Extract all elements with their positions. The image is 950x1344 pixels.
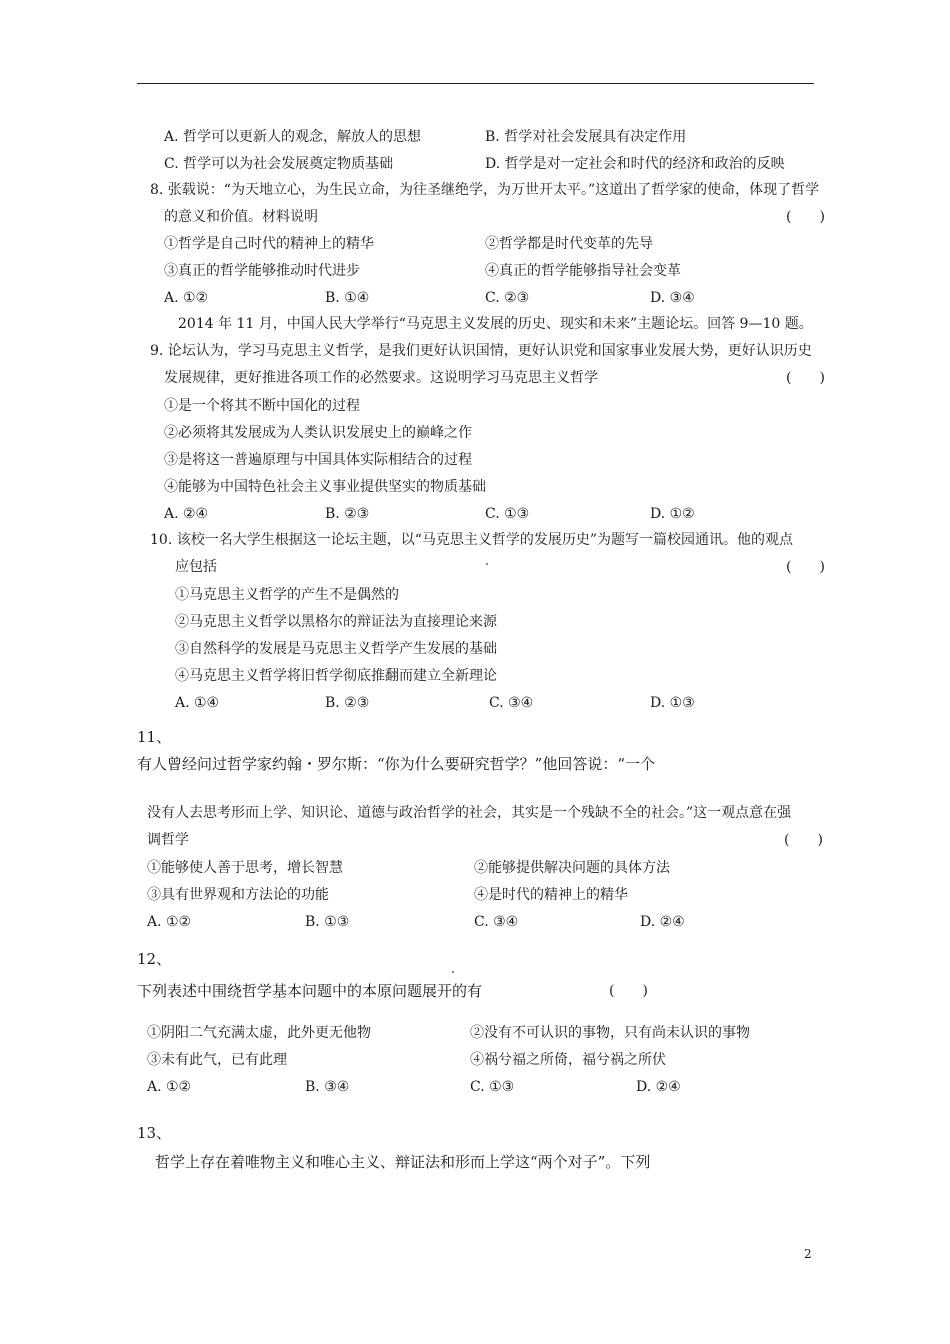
q10-answer-paren: ( ) [786,559,825,575]
q13-number: 13、 [137,1124,172,1142]
q12-number: 12、 [137,950,172,968]
q11-option-c: C. ③④ [474,914,519,930]
q11-item-1: ①能够使人善于思考，增长智慧 [147,860,343,876]
material-9-10: 2014 年 11 月，中国人民大学举行“马克思主义发展的历史、现实和未来”主题论坛。回答 9—10 题。 [178,316,813,332]
q11-option-b: B. ①③ [305,914,350,930]
q11-stem-line2: 没有人去思考形而上学、知识论、道德与政治哲学的社会，其实是一个残缺不全的社会。”这一观点意在强 [147,805,792,821]
q8-option-d: D. ③④ [650,290,695,306]
q8-stem-line1: 8. 张载说：“为天地立心，为生民立命，为往圣继绝学，为万世开太平。”这道出了哲学家的使命，体现了哲学 [150,182,820,198]
q11-stem-line3: 调哲学 [147,832,189,848]
q9-item-4: ④能够为中国特色社会主义事业提供坚实的物质基础 [164,479,486,495]
q12-option-b: B. ③④ [305,1079,350,1095]
q10-item-1: ①马克思主义哲学的产生不是偶然的 [175,587,399,603]
q12-option-a: A. ①② [147,1079,192,1095]
q11-item-4: ④是时代的精神上的精华 [474,887,628,903]
q9-item-2: ②必须将其发展成为人类认识发展史上的巅峰之作 [164,425,472,441]
q10-item-3: ③自然科学的发展是马克思主义哲学产生发展的基础 [175,641,497,657]
q9-stem-line2: 发展规律，更好推进各项工作的必然要求。这说明学习马克思主义哲学 [164,370,598,386]
q10-item-4: ④马克思主义哲学将旧哲学彻底推翻而建立全新理论 [175,668,497,684]
scan-speck [452,971,454,973]
q9-stem-line1: 9. 论坛认为，学习马克思主义哲学，是我们更好认识国情，更好认识党和国家事业发展大势，更好认识历史 [150,343,812,359]
q11-item-2: ②能够提供解决问题的具体方法 [474,860,670,876]
q11-option-d: D. ②④ [640,914,685,930]
page-number: 2 [804,1247,812,1261]
q12-item-1: ①阴阳二气充满太虚，此外更无他物 [147,1025,371,1041]
q8-item-3: ③真正的哲学能够推动时代进步 [164,263,360,279]
q10-option-c: C. ③④ [489,695,534,711]
q7-option-b: B. 哲学对社会发展具有决定作用 [485,129,687,145]
q10-option-b: B. ②③ [325,695,370,711]
q11-answer-paren: ( ) [784,832,823,848]
q11-item-3: ③具有世界观和方法论的功能 [147,887,329,903]
q9-item-1: ①是一个将其不断中国化的过程 [164,398,360,414]
q10-option-a: A. ①④ [175,695,220,711]
q9-option-c: C. ①③ [485,506,530,522]
q9-option-a: A. ②④ [164,506,209,522]
q10-item-2: ②马克思主义哲学以黑格尔的辩证法为直接理论来源 [175,614,497,630]
q8-option-b: B. ①④ [325,290,370,306]
q8-item-2: ②哲学都是时代变革的先导 [485,236,653,252]
q12-item-2: ②没有不可认识的事物，只有尚未认识的事物 [470,1025,750,1041]
q9-answer-paren: ( ) [786,370,825,386]
q7-option-c: C. 哲学可以为社会发展奠定物质基础 [164,156,394,172]
q11-option-a: A. ①② [147,914,192,930]
q12-stem: 下列表述中围绕哲学基本问题中的本原问题展开的有 [137,982,483,1000]
scan-speck [486,563,488,565]
q8-answer-paren: ( ) [786,209,825,225]
q12-item-4: ④祸兮福之所倚，福兮祸之所伏 [470,1052,666,1068]
q11-number: 11、 [137,728,172,746]
q8-item-4: ④真正的哲学能够指导社会变革 [485,263,681,279]
q9-option-d: D. ①② [650,506,695,522]
q12-answer-paren: ( ) [609,983,648,999]
q12-item-3: ③未有此气，已有此理 [147,1052,287,1068]
q11-stem-line1: 有人曾经问过哲学家约翰・罗尔斯：“你为什么要研究哲学？”他回答说：“一个 [137,755,656,773]
q7-option-d: D. 哲学是对一定社会和时代的经济和政治的反映 [485,156,785,172]
q9-item-3: ③是将这一普遍原理与中国具体实际相结合的过程 [164,452,472,468]
q8-stem-line2: 的意义和价值。材料说明 [164,209,318,225]
q10-stem-line2: 应包括 [175,559,217,575]
q10-option-d: D. ①③ [650,695,695,711]
q8-option-a: A. ①② [164,290,209,306]
q7-option-a: A. 哲学可以更新人的观念，解放人的思想 [164,129,422,145]
header-rule [137,83,814,84]
q13-stem: 哲学上存在着唯物主义和唯心主义、辩证法和形而上学这“两个对子”。下列 [155,1153,651,1171]
q12-option-c: C. ①③ [470,1079,515,1095]
q8-option-c: C. ②③ [485,290,530,306]
q10-stem-line1: 10. 该校一名大学生根据这一论坛主题，以“马克思主义哲学的发展历史”为题写一篇校园通讯。他的观点 [150,532,794,548]
q8-item-1: ①哲学是自己时代的精神上的精华 [164,236,374,252]
q12-option-d: D. ②④ [636,1079,681,1095]
q9-option-b: B. ②③ [325,506,370,522]
